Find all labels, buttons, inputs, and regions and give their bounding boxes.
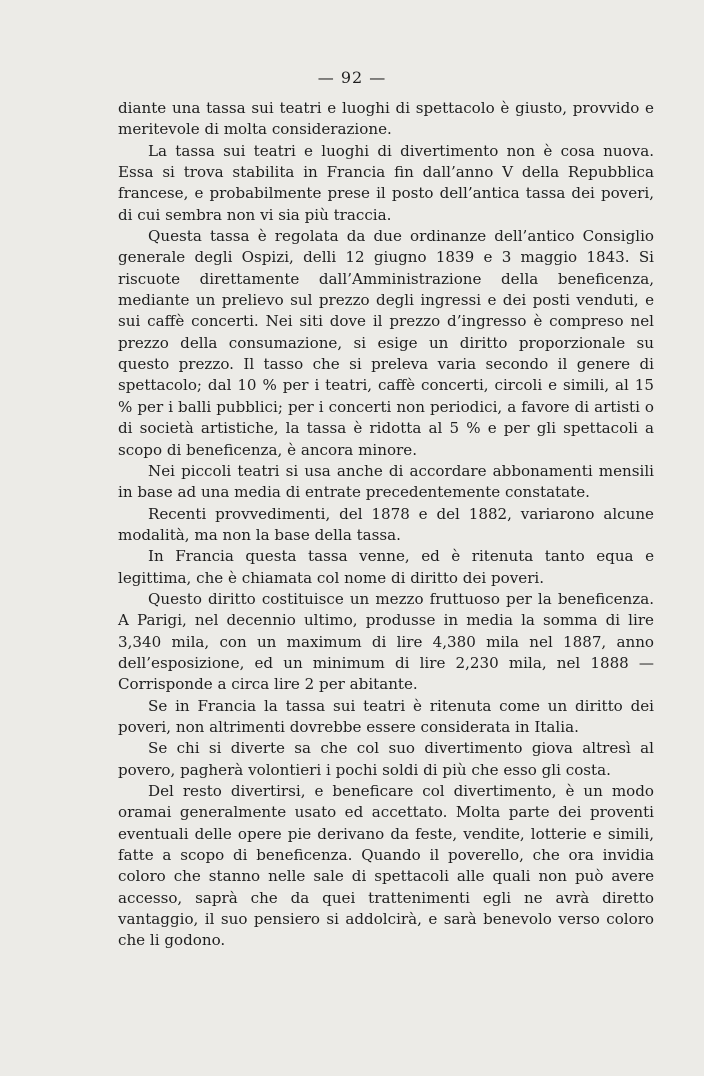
page-number: — 92 — [317,68,387,87]
paragraph-monthly-subscriptions: Nei piccoli teatri si usa anche di accordare abbonamenti mensili in base ad una media di entrate precedentemente constatate. [118,461,654,502]
paragraph-italy: Se in Francia la tassa sui teatri è ritenuta come un diritto dei poveri, non altrimenti dovrebbe essere considerata in Italia. [118,696,654,736]
paragraph-continuation: diante una tassa sui teatri e luoghi di spettacolo è giusto, provvido e meritevole di molta considerazione. [118,99,654,139]
body-text [118,98,654,952]
paragraph-tax-regulation: Questa tassa è regolata da due ordinanze dell’antico Consiglio generale degli Ospizi, delli 12 giugno 1839 e 3 maggio 1843. Si riscuote direttamente dall’Amministrazione della beneficenza, mediante un prelievo sul prezzo degli ingressi e dei posti venduti, e sui caffè concerti. Nei siti dove il prezzo d’ingresso è compreso nel prezzo della consumazione, si esige un diritto proporzionale su questo prezzo. Il tasso che si preleva varia secondo il genere di spettacolo; dal 10 % per i teatri, caffè concerti, circoli e simili, al 15 % per i balli pubblici; per i concerti non periodici, a favore di artisti o di società artistiche, la tassa è ridotta al 5 % e per gli spettacoli a scopo di beneficenza, è ancora minore. [118,227,654,459]
paragraph-amusement-helps: Se chi si diverte sa che col suo divertimento giova altresì al povero, pagherà volontieri i pochi soldi di più che esso gli costa. [118,739,654,779]
paragraph-right-of-the-poor: In Francia questa tassa venne, ed è ritenuta tanto equa e legittima, che è chiamata col nome di diritto dei poveri. [118,547,654,587]
paragraph-tax-history: La tassa sui teatri e luoghi di divertimento non è cosa nuova. Essa si trova stabilita in Francia fin dall’anno V della Repubblica francese, e probabilmente prese il posto dell’antica tassa dei poveri, di cui sembra non vi sia più traccia. [118,141,654,224]
paragraph-charity-events: Del resto divertirsi, e beneficare col divertimento, è un modo oramai generalmente usato ed accettato. Molta parte dei proventi eventuali delle opere pie derivano da feste, vendite, lotterie e simili, fatte a scopo di beneficenza. Quando il poverello, che ora invidia coloro che stanno nelle sale di spettacoli alle quali non può avere accesso, saprà che da quei trattenimenti egli ne avrà diretto vantaggio, il suo pensiero si addolcirà, e sarà benevolo verso coloro che li godono. [118,782,654,950]
paragraph-recent-measures: Recenti provvedimenti, del 1878 e del 1882, variarono alcune modalità, ma non la base della tassa. [118,504,654,544]
paragraph-paris-revenue: Questo diritto costituisce un mezzo fruttuoso per la beneficenza. A Parigi, nel decennio ultimo, produsse in media la somma di lire 3,340 mila, con un maximum di lire 4,380 mila nel 1887, anno dell’esposizione, ed un minimum di lire 2,230 mila, nel 1888 — Corrisponde a circa lire 2 per abitante. [118,589,654,694]
